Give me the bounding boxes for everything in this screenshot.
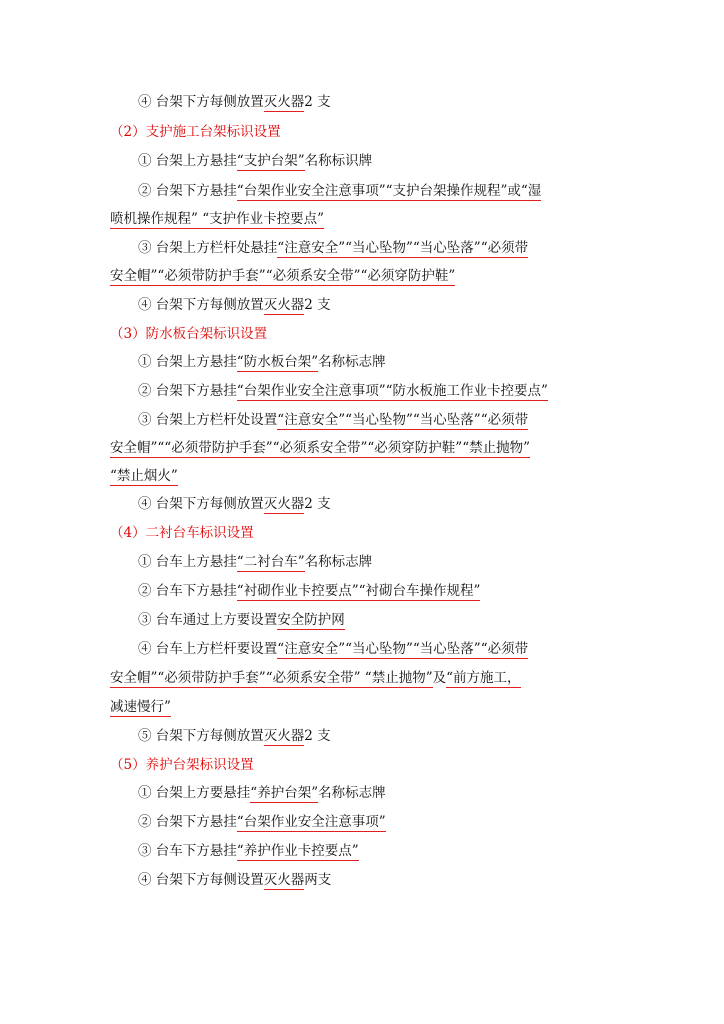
text-segment: 名称标志牌 <box>318 785 386 801</box>
text-segment: ① 台架上方要悬挂 <box>138 785 251 801</box>
text-segment: 两支 <box>304 872 332 888</box>
text-line <box>110 698 171 716</box>
text-segment: 名称标识牌 <box>304 153 373 169</box>
text-segment: ③ 台车下方悬挂 <box>138 843 237 859</box>
section-heading <box>110 325 267 343</box>
text-segment: ① 台架上方悬挂 <box>138 153 237 169</box>
underlined-text: “支护台架” <box>236 153 305 169</box>
text-line <box>110 439 530 457</box>
underlined-text: 安全帽”“必须带防护手套”“必须系安全带” “禁止抛物” <box>110 670 433 686</box>
underlined-text: 灭火器 <box>263 872 305 888</box>
underlined-text: 灭火器 <box>263 94 305 110</box>
text-segment: 2 支 <box>304 297 331 313</box>
underlined-text: 安全防护网 <box>277 612 345 628</box>
text-segment: （2）支护施工台架标识设置 <box>110 124 281 140</box>
text-line <box>138 353 386 371</box>
section-heading <box>110 524 254 542</box>
text-line <box>138 239 528 257</box>
text-segment: ① 台车上方悬挂 <box>138 554 237 570</box>
text-line <box>138 296 331 314</box>
text-segment: （4）二衬台车标识设置 <box>110 525 254 541</box>
text-segment: ② 台架下方悬挂 <box>138 183 237 199</box>
underlined-text: “禁止烟火” <box>110 468 178 484</box>
text-segment: ④ 台车上方栏杆要设置 <box>138 641 278 657</box>
underlined-text: “二衬台车” <box>236 554 305 570</box>
text-segment: ④ 台架下方每侧放置 <box>138 297 264 313</box>
text-line <box>138 495 331 513</box>
text-line <box>138 93 331 111</box>
underlined-text: 喷机操作规程” “支护作业卡控要点” <box>110 211 324 227</box>
text-line <box>138 582 480 600</box>
underlined-text: “养护作业卡控要点” <box>236 843 359 859</box>
text-segment: ② 台车下方悬挂 <box>138 583 237 599</box>
underlined-text: 灭火器 <box>263 496 305 512</box>
text-segment: 2 支 <box>304 728 331 744</box>
underlined-text: “注意安全”“当心坠物”“当心坠落”“必须带 <box>277 240 529 256</box>
text-segment: 名称标志牌 <box>304 554 373 570</box>
text-segment: 及 <box>432 670 447 686</box>
underlined-text: “注意安全”“当心坠物”“当心坠落”“必须带 <box>277 412 529 428</box>
text-segment: ① 台架上方悬挂 <box>138 354 237 370</box>
section-heading <box>110 756 254 774</box>
text-line <box>138 411 528 429</box>
text-segment: ③ 台车通过上方要设置 <box>138 612 278 628</box>
underlined-text: 安全帽”““必须带防护手套”“必须系安全带”“必须穿防护鞋”“禁止抛物” <box>110 440 531 456</box>
text-line <box>138 152 372 170</box>
text-segment: 2 支 <box>304 496 331 512</box>
text-segment: 名称标志牌 <box>318 354 386 370</box>
text-line <box>110 267 455 285</box>
text-segment: （3）防水板台架标识设置 <box>110 326 268 342</box>
text-segment: ④ 台架下方每侧放置 <box>138 496 264 512</box>
underlined-text: 安全帽”“必须带防护手套”“必须系安全带”“必须穿防护鞋” <box>110 268 456 284</box>
text-line <box>138 813 386 831</box>
text-line <box>138 640 528 658</box>
text-segment: ④ 台架下方每侧设置 <box>138 872 264 888</box>
underlined-text: “注意安全”“当心坠物”“当心坠落”“必须带 <box>277 641 529 657</box>
text-line <box>138 553 372 571</box>
text-line <box>138 182 541 200</box>
underlined-text: “前方施工， <box>446 670 521 686</box>
text-line <box>138 784 386 802</box>
underlined-text: “台架作业安全注意事项”“防水板施工作业卡控要点” <box>236 383 548 399</box>
text-line <box>138 611 345 629</box>
text-line <box>138 871 331 889</box>
text-segment: （5）养护台架标识设置 <box>110 757 254 773</box>
text-segment: ③ 台架上方栏杆处悬挂 <box>138 240 278 256</box>
text-segment: 2 支 <box>304 94 331 110</box>
underlined-text: 灭火器 <box>263 297 305 313</box>
text-segment: ④ 台架下方每侧放置 <box>138 94 264 110</box>
text-segment: ② 台架下方悬挂 <box>138 814 237 830</box>
underlined-text: “台架作业安全注意事项”“支护台架操作规程”或“湿 <box>236 183 542 199</box>
text-segment: ⑤ 台架下方每侧放置 <box>138 728 264 744</box>
text-line <box>110 210 324 228</box>
text-line <box>110 669 521 687</box>
text-line <box>138 382 548 400</box>
underlined-text: “防水板台架” <box>236 354 319 370</box>
text-line <box>138 842 359 860</box>
underlined-text: 灭火器 <box>263 728 305 744</box>
underlined-text: “台架作业安全注意事项” <box>236 814 386 830</box>
underlined-text: “衬砌作业卡控要点”“衬砌台车操作规程” <box>236 583 481 599</box>
underlined-text: “养护台架” <box>250 785 319 801</box>
text-line <box>138 727 331 745</box>
text-segment: ③ 台架上方栏杆处设置 <box>138 412 278 428</box>
underlined-text: 减速慢行” <box>110 699 171 715</box>
section-heading <box>110 123 281 141</box>
text-segment: ② 台架下方悬挂 <box>138 383 237 399</box>
text-line <box>110 467 178 485</box>
